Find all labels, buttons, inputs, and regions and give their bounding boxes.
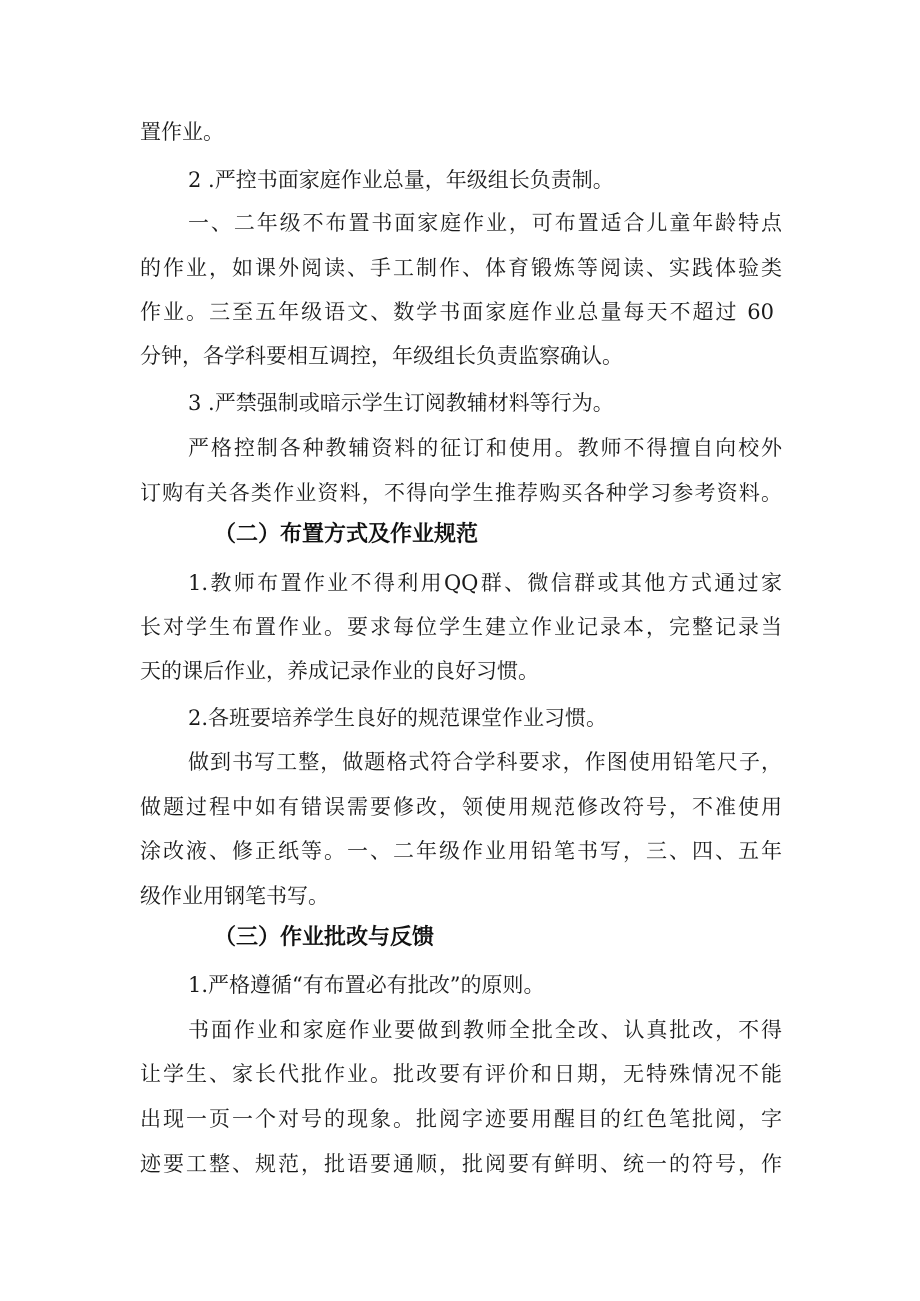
- paragraph-line: 分钟，各学科要相互调控，年级组长负责监察确认。: [140, 344, 623, 368]
- section-heading: （二）布置方式及作业规范: [214, 522, 479, 547]
- paragraph-line: 的作业，如课外阅读、手工制作、体育锻炼等阅读、实践体验类: [140, 256, 782, 280]
- list-item-heading: 2 .严控书面家庭作业总量，年级组长负责制。: [188, 168, 614, 192]
- list-item-heading: 2.各班要培养学生良好的规范课堂作业习惯。: [188, 706, 608, 730]
- paragraph-line: 出现一页一个对号的现象。批阅字迹要用醒目的红色笔批阅，字: [140, 1107, 782, 1131]
- paragraph-line: 作业。三至五年级语文、数学书面家庭作业总量每天不超过 60: [140, 300, 774, 324]
- section-heading: （三）作业批改与反馈: [214, 925, 435, 950]
- paragraph-line: 严格控制各种教辅资料的征订和使用。教师不得擅自向校外: [188, 436, 782, 460]
- list-item-heading: 1.严格遵循“有布置必有批改”的原则。: [188, 973, 545, 997]
- paragraph-line: 长对学生布置作业。要求每位学生建立作业记录本，完整记录当: [140, 615, 782, 639]
- paragraph-line: 级作业用钢笔书写。: [140, 884, 329, 908]
- paragraph-line: 订购有关各类作业资料，不得向学生推荐购买各种学习参考资料。: [140, 481, 782, 505]
- paragraph-line: 书面作业和家庭作业要做到教师全批全改、认真批改，不得: [188, 1018, 782, 1042]
- paragraph-line: 一、二年级不布置书面家庭作业，可布置适合儿童年龄特点: [188, 211, 782, 235]
- paragraph-line: 做到书写工整，做题格式符合学科要求，作图使用铅笔尺子，: [188, 750, 782, 774]
- paragraph-line: 做题过程中如有错误需要修改，领使用规范修改符号，不准使用: [140, 795, 782, 819]
- paragraph-line: 让学生、家长代批作业。批改要有评价和日期，无特殊情况不能: [140, 1062, 782, 1086]
- list-item-heading: 3 .严禁强制或暗示学生订阅教辅材料等行为。: [188, 391, 614, 415]
- paragraph-line: 迹要工整、规范，批语要通顺，批阅要有鲜明、统一的符号，作: [140, 1152, 782, 1176]
- paragraph-line: 天的课后作业，养成记录作业的良好习惯。: [140, 659, 539, 683]
- paragraph-line: 涂改液、修正纸等。一、二年级作业用铅笔书写，三、四、五年: [140, 839, 782, 863]
- paragraph-line: 置作业。: [140, 120, 224, 144]
- paragraph-line: 1.教师布置作业不得利用QQ群、微信群或其他方式通过家: [188, 571, 782, 595]
